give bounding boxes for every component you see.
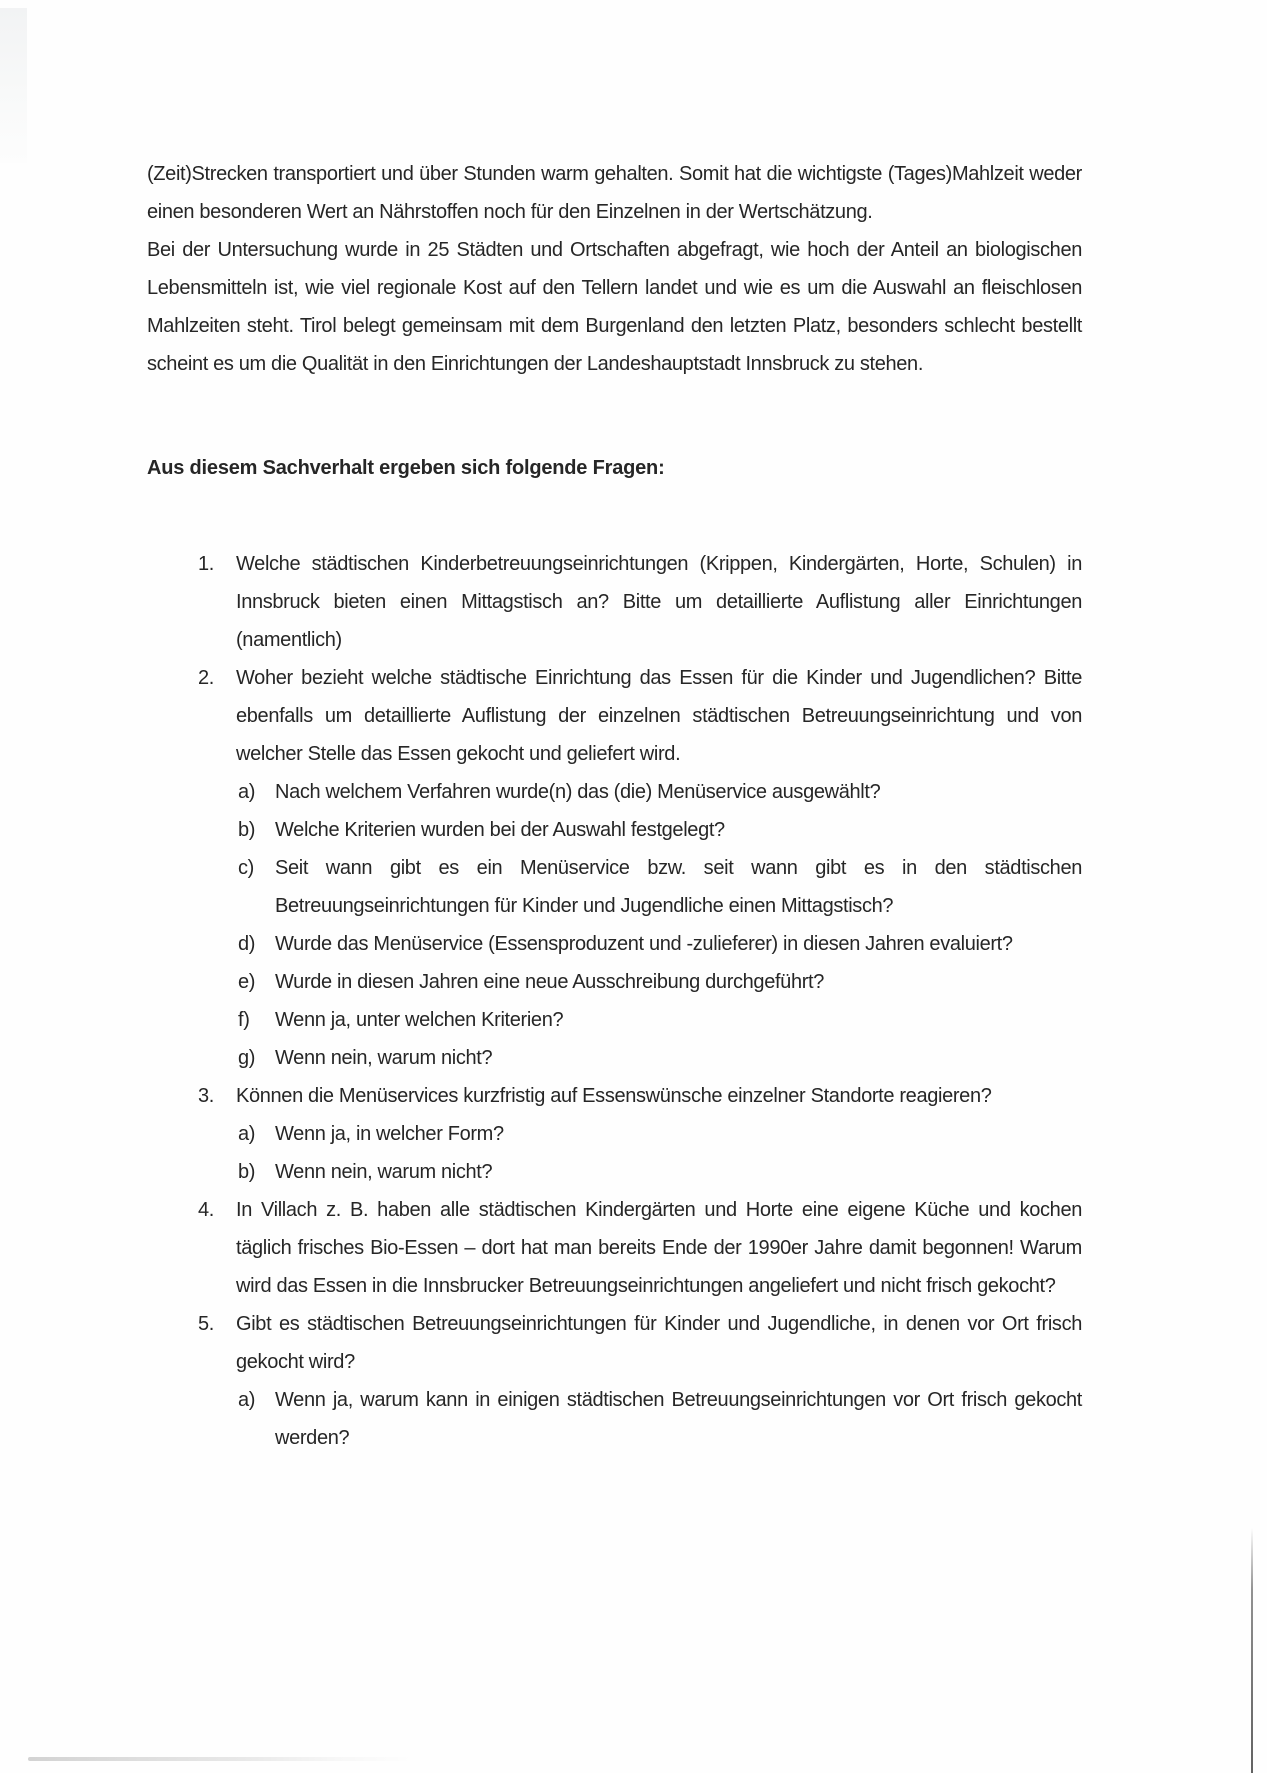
- sub-question-text: Wurde in diesen Jahren eine neue Ausschreibung durchgeführt?: [275, 971, 825, 993]
- sub-question-label: a): [238, 781, 256, 803]
- scan-artifact-bottom-smudge: [28, 1757, 413, 1761]
- sub-question-text: Wurde das Menüservice (Essensproduzent und -zulieferer) in diesen Jahren evaluiert?: [275, 933, 1013, 955]
- sub-question-text: Wenn nein, warum nicht?: [275, 1161, 493, 1183]
- sub-question-label: a): [238, 1123, 256, 1145]
- question-5-sub-a: [147, 1381, 1082, 1457]
- sub-question-text: Welche Kriterien wurden bei der Auswahl festgelegt?: [275, 819, 725, 841]
- question-3-sub-b: [147, 1153, 1082, 1191]
- intro-paragraph-2: Bei der Untersuchung wurde in 25 Städten und Ortschaften abgefragt, wie hoch der Anteil an biologischen Lebensmitteln ist, wie viel regionale Kost auf den Tellern landet und wie es um die Auswahl an fleischlosen Mahlzeiten steht. Tirol belegt gemeinsam mit dem Burgenland den letzten Platz, besonders schlecht bestellt scheint es um die Qualität in den Einrichtungen der Landeshauptstadt Innsbruck zu stehen.: [147, 239, 1082, 375]
- question-2-sub-f: [147, 1001, 1082, 1039]
- sub-question-text: Seit wann gibt es ein Menüservice bzw. seit wann gibt es in den städtischen Betreuungseinrichtungen für Kinder und Jugendliche einen Mittagstisch?: [275, 857, 1082, 917]
- question-2-sub-e: [147, 963, 1082, 1001]
- question-item-3: [147, 1077, 1082, 1115]
- question-2-sub-b: [147, 811, 1082, 849]
- document-content: [147, 155, 1082, 1457]
- sub-question-label: b): [238, 819, 256, 841]
- sub-question-label: c): [238, 857, 254, 879]
- question-number: 3.: [198, 1085, 214, 1107]
- question-item-5: [147, 1305, 1082, 1381]
- question-item-2: [147, 659, 1082, 773]
- sub-question-label: g): [238, 1047, 256, 1069]
- question-number: 4.: [198, 1199, 214, 1221]
- question-list: [147, 545, 1082, 1457]
- question-item-4: [147, 1191, 1082, 1305]
- question-text: Welche städtischen Kinderbetreuungseinrichtungen (Krippen, Kindergärten, Horte, Schulen) in Innsbruck bieten einen Mittagstisch an? Bitte um detaillierte Auflistung aller Einrichtungen (namentlich): [236, 553, 1082, 651]
- question-item-1: [147, 545, 1082, 659]
- question-2-sub-c: [147, 849, 1082, 925]
- question-2-sub-a: [147, 773, 1082, 811]
- sub-question-text: Wenn nein, warum nicht?: [275, 1047, 493, 1069]
- question-text: Gibt es städtischen Betreuungseinrichtungen für Kinder und Jugendliche, in denen vor Ort frisch gekocht wird?: [236, 1313, 1082, 1373]
- question-number: 2.: [198, 667, 214, 689]
- sub-question-text: Wenn ja, in welcher Form?: [275, 1123, 504, 1145]
- question-3-sub-a: [147, 1115, 1082, 1153]
- question-2-sub-d: [147, 925, 1082, 963]
- question-2-sub-g: [147, 1039, 1082, 1077]
- sub-question-label: a): [238, 1389, 256, 1411]
- sub-question-label: e): [238, 971, 256, 993]
- question-number: 1.: [198, 553, 214, 575]
- question-text: Können die Menüservices kurzfristig auf Essenswünsche einzelner Standorte reagieren?: [236, 1085, 992, 1107]
- sub-question-label: d): [238, 933, 256, 955]
- sub-question-text: Wenn ja, unter welchen Kriterien?: [275, 1009, 564, 1031]
- intro-paragraph-1: (Zeit)Strecken transportiert und über Stunden warm gehalten. Somit hat die wichtigste (Tages)Mahlzeit weder einen besonderen Wert an Nährstoffen noch für den Einzelnen in der Wertschätzung.: [147, 163, 1082, 223]
- sub-question-label: b): [238, 1161, 256, 1183]
- scan-artifact-top-left: [0, 8, 27, 163]
- sub-question-text: Nach welchem Verfahren wurde(n) das (die) Menüservice ausgewählt?: [275, 781, 881, 803]
- sub-question-text: Wenn ja, warum kann in einigen städtischen Betreuungseinrichtungen vor Ort frisch gekocht werden?: [275, 1389, 1082, 1449]
- question-text: Woher bezieht welche städtische Einrichtung das Essen für die Kinder und Jugendlichen? Bitte ebenfalls um detaillierte Auflistung der einzelnen städtischen Betreuungseinrichtung und von welcher Stelle das Essen gekocht und geliefert wird.: [236, 667, 1082, 765]
- sub-question-label: f): [238, 1009, 250, 1031]
- scan-artifact-vertical-line: [1251, 1528, 1253, 1773]
- question-text: In Villach z. B. haben alle städtischen Kindergärten und Horte eine eigene Küche und kochen täglich frisches Bio-Essen – dort hat man bereits Ende der 1990er Jahre damit begonnen! Warum wird das Essen in die Innsbrucker Betreuungseinrichtungen angeliefert und nicht frisch gekocht?: [236, 1199, 1082, 1297]
- section-heading: Aus diesem Sachverhalt ergeben sich folgende Fragen:: [147, 457, 665, 479]
- question-number: 5.: [198, 1313, 214, 1335]
